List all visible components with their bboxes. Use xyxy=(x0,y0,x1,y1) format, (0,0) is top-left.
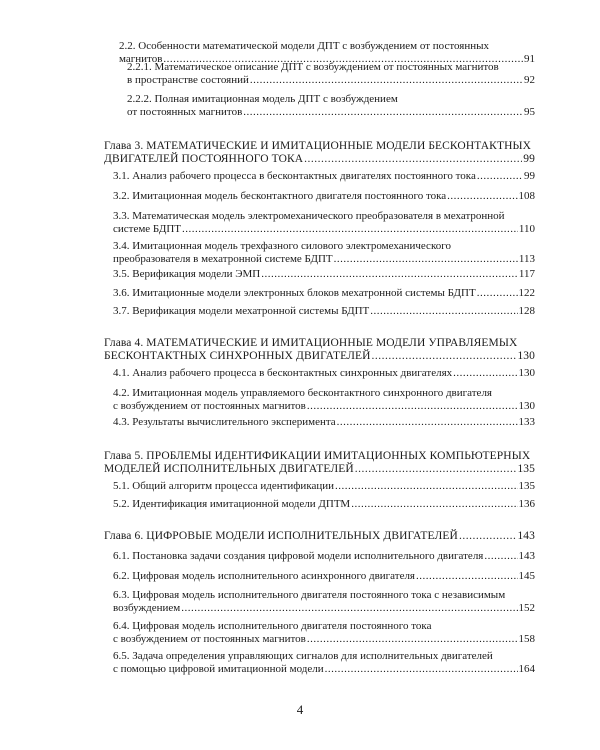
dot-leader xyxy=(484,550,517,563)
toc-page-number: 136 xyxy=(518,498,535,510)
toc-entry-6-4 xyxy=(113,620,535,646)
toc-page-number: 128 xyxy=(518,305,535,317)
toc-entry-6-2 xyxy=(113,570,535,583)
toc-entry-title-line: Глава 6. ЦИФРОВЫЕ МОДЕЛИ ИСПОЛНИТЕЛЬНЫХ ДВИГАТЕЛЕЙ xyxy=(104,530,458,542)
dot-leader xyxy=(307,400,518,413)
toc-entry-title-line: 3.1. Анализ рабочего процесса в бесконтактных двигателях постоянного тока xyxy=(113,170,476,182)
toc-entry-title-line: 3.2. Имитационная модель бесконтактного двигателя постоянного тока xyxy=(113,190,447,202)
dot-leader xyxy=(459,530,516,543)
toc-page-number: 130 xyxy=(518,367,535,379)
toc-entry-4-2 xyxy=(113,387,535,413)
toc-page-number: 135 xyxy=(518,480,535,492)
toc-entry-2-2-1 xyxy=(127,61,535,87)
toc-entry-title-line: 6.2. Цифровая модель исполнительного асинхронного двигателя xyxy=(113,570,415,582)
toc-entry-4-3 xyxy=(113,416,535,429)
dot-leader xyxy=(335,480,517,493)
toc-entry-6-5 xyxy=(113,650,535,676)
toc-entry-title-line: 3.6. Имитационные модели электронных блоков мехатронной системы БДПТ xyxy=(113,287,476,299)
toc-entry-title-line: Глава 3. МАТЕМАТИЧЕСКИЕ И ИМИТАЦИОННЫЕ МОДЕЛИ БЕСКОНТАКТНЫХ xyxy=(104,140,532,152)
toc-page-number: 158 xyxy=(518,633,535,645)
dot-leader xyxy=(477,170,523,183)
toc-entry-title-line: 4.1. Анализ рабочего процесса в бесконтактных синхронных двигателях xyxy=(113,367,453,379)
toc-entry-title-line: ДВИГАТЕЛЕЙ ПОСТОЯННОГО ТОКА xyxy=(104,153,304,165)
toc-entry-title-line: в пространстве состояний xyxy=(127,74,249,86)
toc-entry-6-1 xyxy=(113,550,535,563)
toc-entry-title-line: Глава 4. МАТЕМАТИЧЕСКИЕ И ИМИТАЦИОННЫЕ МОДЕЛИ УПРАВЛЯЕМЫХ xyxy=(104,337,518,349)
dot-leader xyxy=(351,498,517,511)
toc-entry-3-3 xyxy=(113,210,535,236)
dot-leader xyxy=(243,106,523,119)
toc-entry-title-line: 4.3. Результаты вычислительного эксперимента xyxy=(113,416,336,428)
toc-entry-3-1 xyxy=(113,170,535,183)
toc-page-number: 133 xyxy=(518,416,535,428)
toc-chapter-5 xyxy=(104,450,535,476)
toc-entry-5-1 xyxy=(113,480,535,493)
dot-leader xyxy=(250,74,523,87)
toc-entry-title-line: 3.7. Верификация модели мехатронной системы БДПТ xyxy=(113,305,370,317)
toc-page-number: 143 xyxy=(518,550,535,562)
toc-entry-title-line: 4.2. Имитационная модель управляемого бесконтактного синхронного двигателя xyxy=(113,387,492,399)
toc-chapter-3 xyxy=(104,140,535,166)
toc-entry-title-line: БЕСКОНТАКТНЫХ СИНХРОННЫХ ДВИГАТЕЛЕЙ xyxy=(104,350,371,362)
page-number: 4 xyxy=(296,702,304,717)
toc-page-number: 152 xyxy=(518,602,535,614)
toc-entry-6-3 xyxy=(113,589,535,615)
dot-leader xyxy=(372,350,517,363)
toc-entry-5-2 xyxy=(113,498,535,511)
dot-leader xyxy=(182,223,518,236)
toc-entry-title-line: МОДЕЛЕЙ ИСПОЛНИТЕЛЬНЫХ ДВИГАТЕЛЕЙ xyxy=(104,463,354,475)
toc-entry-title-line: 5.1. Общий алгоритм процесса идентификации xyxy=(113,480,335,492)
toc-page-number: 143 xyxy=(517,530,535,542)
toc-entry-title-line: 3.5. Верификация модели ЭМП xyxy=(113,268,261,280)
dot-leader xyxy=(416,570,518,583)
toc-entry-title-line: 6.1. Постановка задачи создания цифровой модели исполнительного двигателя xyxy=(113,550,484,562)
toc-entry-title-line: 6.3. Цифровая модель исполнительного двигателя постоянного тока с независимым xyxy=(113,589,506,601)
toc-entry-title-line: преобразователя в мехатронной системе БДПТ xyxy=(113,253,333,265)
toc-page-number: 99 xyxy=(524,170,535,182)
toc-page-number: 130 xyxy=(517,350,535,362)
toc-entry-title-line: 2.2.1. Математическое описание ДПТ с возбуждением от постоянных магнитов xyxy=(127,61,499,73)
toc-entry-title-line: Глава 5. ПРОБЛЕМЫ ИДЕНТИФИКАЦИИ ИМИТАЦИОННЫХ КОМПЬЮТЕРНЫХ xyxy=(104,450,531,462)
toc-entry-title-line: 6.5. Задача определения управляющих сигналов для исполнительных двигателей xyxy=(113,650,493,662)
toc-entry-3-2 xyxy=(113,190,535,203)
toc-chapter-4 xyxy=(104,337,535,363)
toc-page-number: 130 xyxy=(518,400,535,412)
toc-entry-title-line: 2.2.2. Полная имитационная модель ДПТ с возбуждением xyxy=(127,93,398,105)
toc-page-number: 91 xyxy=(524,53,535,65)
toc-page-number: 145 xyxy=(518,570,535,582)
dot-leader xyxy=(453,367,517,380)
toc-page-number: 117 xyxy=(518,268,535,280)
toc-page-number: 113 xyxy=(518,253,535,265)
toc-page-number: 122 xyxy=(518,287,535,299)
dot-leader xyxy=(325,663,518,676)
toc-entry-2-2-2 xyxy=(127,93,535,119)
toc-entry-title-line: 2.2. Особенности математической модели ДПТ с возбуждением от постоянных xyxy=(119,40,489,52)
dot-leader xyxy=(334,253,518,266)
toc-entry-title-line: 3.4. Имитационная модель трехфазного силового электромеханического xyxy=(113,240,451,252)
toc-page-number: 135 xyxy=(517,463,535,475)
toc-entry-4-1 xyxy=(113,367,535,380)
toc-page-number: 92 xyxy=(524,74,535,86)
toc-page-number: 95 xyxy=(524,106,535,118)
toc-entry-3-6 xyxy=(113,287,535,300)
toc-page-number: 99 xyxy=(523,153,535,165)
dot-leader xyxy=(355,463,517,476)
toc-entry-3-7 xyxy=(113,305,535,318)
toc-entry-title-line: возбуждением xyxy=(113,602,181,614)
toc-entry-3-5 xyxy=(113,268,535,281)
dot-leader xyxy=(307,633,518,646)
toc-entry-title-line: 3.3. Математическая модель электромеханического преобразователя в мехатронной xyxy=(113,210,505,222)
toc-entry-3-4 xyxy=(113,240,535,266)
dot-leader xyxy=(261,268,518,281)
dot-leader xyxy=(370,305,517,318)
toc-entry-title-line: 5.2. Идентификация имитационной модели ДПТМ xyxy=(113,498,351,510)
toc-entry-title-line: системе БДПТ xyxy=(113,223,181,235)
toc-entry-title-line: с помощью цифровой имитационной модели xyxy=(113,663,324,675)
toc-page-number: 108 xyxy=(518,190,535,202)
toc-entry-title-line: с возбуждением от постоянных магнитов xyxy=(113,400,306,412)
toc-entry-title-line: 6.4. Цифровая модель исполнительного двигателя постоянного тока xyxy=(113,620,432,632)
toc-page-number: 110 xyxy=(518,223,535,235)
dot-leader xyxy=(477,287,518,300)
toc-chapter-6 xyxy=(104,530,535,543)
toc-entry-title-line: с возбуждением от постоянных магнитов xyxy=(113,633,306,645)
toc-entry-title-line: от постоянных магнитов xyxy=(127,106,243,118)
dot-leader xyxy=(447,190,517,203)
dot-leader xyxy=(181,602,517,615)
toc-page-number: 164 xyxy=(518,663,535,675)
dot-leader xyxy=(304,153,522,166)
dot-leader xyxy=(337,416,518,429)
toc-entry-title-line: магнитов xyxy=(119,53,163,65)
